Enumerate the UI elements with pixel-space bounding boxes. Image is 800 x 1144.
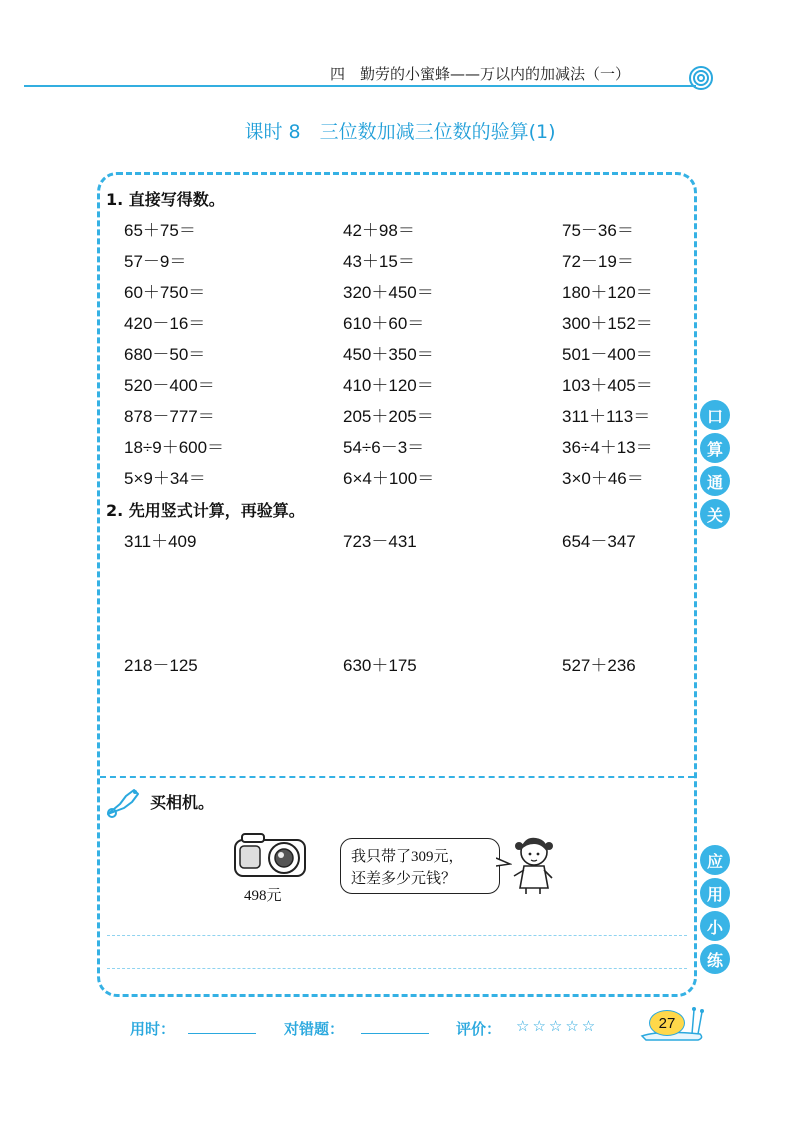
section-divider: [100, 776, 694, 778]
speech-bubble: [340, 838, 500, 894]
chapter-heading: 四 勤劳的小蜜蜂——万以内的加减法（一）: [330, 65, 631, 83]
header-divider: [24, 85, 696, 87]
answer-line: [107, 935, 687, 936]
girl-illustration-icon: [508, 832, 558, 896]
mental-math-problem: 43＋15＝: [343, 252, 415, 271]
mental-math-problem: 450＋350＝: [343, 345, 434, 364]
mental-math-problem: 311＋113＝: [562, 407, 651, 426]
mental-math-problem: 3×0＋46＝: [562, 469, 644, 488]
trumpet-icon: [104, 786, 144, 820]
rating-stars[interactable]: ☆☆☆☆☆: [516, 1017, 599, 1035]
vertical-calc-problem: 311＋409: [124, 532, 197, 551]
vertical-calc-problem: 218－125: [124, 656, 198, 675]
vertical-calc-problem: 654－347: [562, 532, 636, 551]
mental-math-problem: 180＋120＝: [562, 283, 653, 302]
mental-math-problem: 18÷9＋600＝: [124, 438, 225, 457]
time-blank[interactable]: [188, 1033, 256, 1034]
side-tab-char: 口: [700, 400, 730, 430]
mental-math-problem: 60＋750＝: [124, 283, 206, 302]
section2-title: 2. 先用竖式计算，再验算。: [106, 501, 305, 520]
spiral-icon: [688, 65, 714, 91]
side-tab-char: 小: [700, 911, 730, 941]
mental-math-problem: 42＋98＝: [343, 221, 415, 240]
application-title: 买相机。: [150, 793, 215, 812]
vertical-calc-problem: 723－431: [343, 532, 417, 551]
answer-line: [107, 968, 687, 969]
speech-line-2: 还差多少元钱？: [351, 871, 457, 887]
lesson-title: 课时 8 三位数加减三位数的验算(1): [244, 121, 556, 143]
time-label: 用时：: [130, 1020, 176, 1038]
camera-price: 498元: [244, 888, 282, 904]
side-tab-char: 通: [700, 466, 730, 496]
mental-math-problem: 65＋75＝: [124, 221, 196, 240]
mental-math-problem: 6×4＋100＝: [343, 469, 435, 488]
mental-math-problem: 36÷4＋13＝: [562, 438, 653, 457]
camera-icon: [232, 830, 310, 882]
side-tab-char: 用: [700, 878, 730, 908]
vertical-calc-problem: 630＋175: [343, 656, 417, 675]
mental-math-problem: 300＋152＝: [562, 314, 653, 333]
mental-math-problem: 205＋205＝: [343, 407, 434, 426]
side-tab-char: 练: [700, 944, 730, 974]
mental-math-problem: 320＋450＝: [343, 283, 434, 302]
mental-math-problem: 520－400＝: [124, 376, 215, 395]
mental-math-problem: 420－16＝: [124, 314, 206, 333]
mental-math-problem: 410＋120＝: [343, 376, 434, 395]
mental-math-problem: 5×9＋34＝: [124, 469, 206, 488]
page-number: 27: [649, 1010, 685, 1036]
mental-math-problem: 57－9＝: [124, 252, 187, 271]
mental-math-problem: 501－400＝: [562, 345, 653, 364]
mental-math-problem: 878－777＝: [124, 407, 215, 426]
side-tab-char: 关: [700, 499, 730, 529]
side-tab-char: 应: [700, 845, 730, 875]
errors-label: 对错题：: [284, 1020, 345, 1038]
vertical-calc-problem: 527＋236: [562, 656, 636, 675]
mental-math-problem: 75－36＝: [562, 221, 634, 240]
mental-math-problem: 72－19＝: [562, 252, 634, 271]
rating-label: 评价：: [456, 1020, 502, 1038]
side-tab-char: 算: [700, 433, 730, 463]
section1-title: 1. 直接写得数。: [106, 190, 225, 209]
mental-math-problem: 103＋405＝: [562, 376, 653, 395]
mental-math-problem: 610＋60＝: [343, 314, 425, 333]
mental-math-problem: 680－50＝: [124, 345, 206, 364]
errors-blank[interactable]: [361, 1033, 429, 1034]
speech-line-1: 我只带了309元，: [351, 849, 464, 865]
mental-math-problem: 54÷6－3＝: [343, 438, 425, 457]
